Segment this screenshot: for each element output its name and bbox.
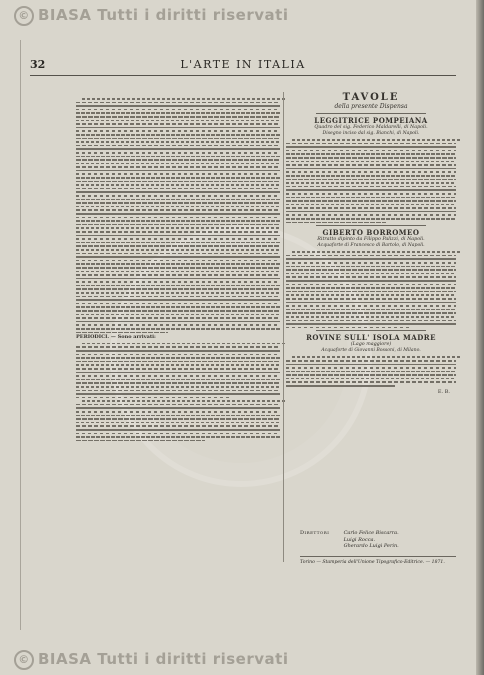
text-line [286, 161, 456, 163]
text-line [76, 393, 280, 395]
text-line [286, 276, 456, 278]
text-line [76, 299, 280, 301]
text-line [76, 314, 280, 316]
text-line [76, 350, 280, 352]
text-line [292, 356, 462, 358]
text-line [76, 332, 168, 334]
page-edge-shadow [476, 0, 484, 675]
text-line [76, 141, 280, 143]
text-line [286, 168, 456, 170]
text-line [76, 217, 280, 219]
article-title: LEGGITRICE POMPEIANA [314, 116, 428, 125]
text-line [76, 415, 280, 417]
text-line [286, 175, 456, 177]
text-line [76, 123, 280, 125]
text-line [76, 303, 280, 305]
printer-rule [300, 556, 456, 557]
text-line [76, 407, 280, 409]
text-line [76, 195, 280, 197]
text-line [82, 343, 286, 345]
text-line [76, 159, 280, 161]
text-line [286, 287, 456, 289]
text-line [76, 346, 280, 348]
text-line [76, 130, 280, 132]
text-line [286, 262, 456, 264]
text-line [76, 260, 280, 262]
text-line [286, 164, 456, 166]
text-line [76, 238, 280, 240]
text-line [286, 309, 456, 311]
text-line [76, 145, 280, 147]
watermark-bottom: © BIASA Tutti i diritti riservati [14, 650, 288, 670]
text-line [286, 186, 456, 188]
divider-rule [316, 225, 426, 226]
text-line [286, 371, 456, 373]
director-name: Gherardo Luigi Perin. [343, 543, 399, 549]
text-line [76, 372, 280, 374]
text-line [286, 214, 456, 216]
printer-line: Torino — Stamperia dell'Unione Tipografico-Editrice. — 1871. [300, 560, 445, 565]
text-line [286, 146, 456, 148]
text-line [286, 171, 456, 173]
text-line [76, 199, 280, 201]
text-line [76, 364, 280, 366]
text-line [76, 235, 280, 237]
text-line [76, 288, 280, 290]
text-line [76, 357, 280, 359]
text-line [76, 245, 280, 247]
running-title: L'ARTE IN ITALIA [180, 58, 306, 71]
text-line [286, 153, 456, 155]
article-credit: Acquaforte di Giovanni Bossoni, di Milano. [321, 348, 421, 354]
text-line [76, 390, 280, 392]
text-line [286, 312, 456, 314]
text-line [286, 273, 456, 275]
text-line [76, 209, 280, 211]
text-line [76, 292, 280, 294]
article-body [286, 139, 456, 223]
text-line [292, 139, 462, 141]
director-name: Luigi Rocca. [343, 536, 376, 543]
text-line [76, 163, 280, 165]
footnote-text [76, 400, 280, 441]
article-body [286, 251, 456, 328]
page-header [30, 58, 456, 74]
text-line [286, 360, 456, 362]
text-line [76, 411, 280, 413]
tavole-title: TAVOLE [342, 92, 400, 103]
tavole-subtitle: della presente Dispensa [334, 103, 408, 110]
text-line [76, 102, 280, 104]
text-line [76, 134, 280, 136]
text-line [76, 109, 280, 111]
text-line [286, 269, 456, 271]
text-line [76, 296, 280, 298]
text-line [76, 156, 280, 158]
text-line [76, 152, 280, 154]
text-line [76, 213, 280, 215]
copyright-icon: © [14, 650, 34, 670]
text-line [76, 274, 280, 276]
column-divider [283, 92, 284, 562]
text-line [76, 324, 280, 326]
text-line [286, 298, 456, 300]
article-subtitle: (Lago maggiore) [350, 342, 392, 348]
text-line [286, 291, 456, 293]
text-line [76, 321, 280, 323]
text-line [286, 211, 456, 213]
text-line [76, 285, 280, 287]
article-credit: Acquaforte di Francesco di Bartolo, di Napoli. [317, 243, 425, 249]
text-line [76, 138, 280, 140]
text-line [76, 433, 280, 435]
text-line [76, 382, 280, 384]
text-line [76, 206, 280, 208]
header-rule [30, 75, 456, 76]
text-line [76, 220, 280, 222]
text-line [286, 197, 456, 199]
text-line [76, 148, 280, 150]
text-line [286, 374, 456, 376]
imprint-role: Direttori [300, 530, 330, 536]
text-line [286, 284, 456, 286]
text-line [286, 327, 410, 329]
text-line [82, 98, 286, 100]
text-line [76, 281, 280, 283]
text-line [286, 222, 386, 224]
article-credit: Disegno inciso dal sig. Bianchi, di Napoli. [322, 131, 420, 136]
text-line [76, 112, 280, 114]
text-line [76, 361, 280, 363]
text-line [76, 425, 280, 427]
text-line [286, 189, 456, 191]
article-title: ROVINE SULL' ISOLA MADRE [306, 333, 436, 343]
text-line [286, 323, 456, 325]
text-line [286, 150, 456, 152]
text-line [76, 170, 280, 172]
text-line [286, 255, 456, 257]
text-line [286, 207, 456, 209]
text-line [76, 306, 280, 308]
text-line [286, 316, 456, 318]
text-line [286, 385, 395, 387]
text-line [286, 302, 456, 304]
text-line [76, 127, 280, 129]
director-name: Carlo Felice Biscarra. [343, 530, 399, 536]
text-line [76, 436, 280, 438]
text-line [76, 181, 280, 183]
text-line [76, 422, 280, 424]
text-line [76, 404, 280, 406]
text-line [76, 177, 280, 179]
text-line [76, 354, 280, 356]
text-line [286, 157, 456, 159]
imprint [300, 530, 460, 550]
text-line [286, 280, 456, 282]
text-line [286, 193, 456, 195]
text-line [286, 364, 456, 366]
text-line [76, 173, 280, 175]
text-line [286, 204, 456, 206]
article-2 [286, 228, 456, 328]
signature: E. B. [437, 388, 450, 395]
text-line [76, 379, 280, 381]
article-body [286, 356, 456, 386]
text-line [82, 400, 286, 402]
left-column [76, 96, 280, 443]
text-line [76, 253, 280, 255]
text-line [286, 182, 456, 184]
text-line [286, 381, 456, 383]
article-3 [286, 333, 456, 386]
text-line [76, 227, 280, 229]
text-line [76, 328, 280, 330]
page-number: 32 [30, 58, 46, 71]
section-heading: PERIODICI. — Sono arrivati: [76, 334, 156, 341]
text-line [292, 251, 462, 253]
body-text-block-2 [76, 343, 280, 399]
watermark-top: © BIASA Tutti i diritti riservati [14, 6, 288, 26]
text-line [76, 166, 280, 168]
text-line [76, 397, 229, 399]
divider-rule [316, 330, 426, 331]
text-line [76, 224, 280, 226]
text-line [286, 266, 456, 268]
text-line [76, 418, 280, 420]
text-line [286, 218, 456, 220]
text-line [76, 263, 280, 265]
right-column [286, 92, 456, 395]
text-line [76, 278, 280, 280]
divider-rule [316, 113, 426, 114]
text-line [76, 310, 280, 312]
text-line [286, 320, 456, 322]
text-line [286, 179, 456, 181]
text-line [76, 116, 280, 118]
text-line [76, 120, 280, 122]
text-line [76, 440, 205, 442]
imprint-names [344, 530, 399, 550]
article-subtitle: Ritratto dipinto da Filippo Palizzi, di Napoli. [317, 237, 425, 243]
text-line [76, 317, 280, 319]
copyright-icon: © [14, 6, 34, 26]
text-line [76, 249, 280, 251]
text-line [76, 256, 280, 258]
text-line [286, 294, 456, 296]
text-line [286, 200, 456, 202]
text-line [286, 143, 456, 145]
text-line [76, 242, 280, 244]
text-line [76, 271, 280, 273]
article-title: GIBERTO BORROMEO [322, 228, 420, 238]
text-line [76, 191, 280, 193]
text-line [76, 188, 280, 190]
text-line [286, 367, 456, 369]
text-line [76, 105, 280, 107]
text-line [76, 375, 280, 377]
text-line [76, 202, 280, 204]
text-line [286, 258, 456, 260]
text-line [286, 305, 456, 307]
body-text-block-1 [76, 98, 280, 333]
text-line [76, 429, 280, 431]
text-line [76, 386, 280, 388]
article-1 [286, 116, 456, 223]
text-line [76, 368, 280, 370]
text-line [76, 231, 280, 233]
text-line [286, 378, 456, 380]
text-line [76, 267, 280, 269]
text-line [76, 184, 280, 186]
article-subtitle: Quadro del sig. Federico Maldarelli, di Napoli. [314, 125, 428, 130]
